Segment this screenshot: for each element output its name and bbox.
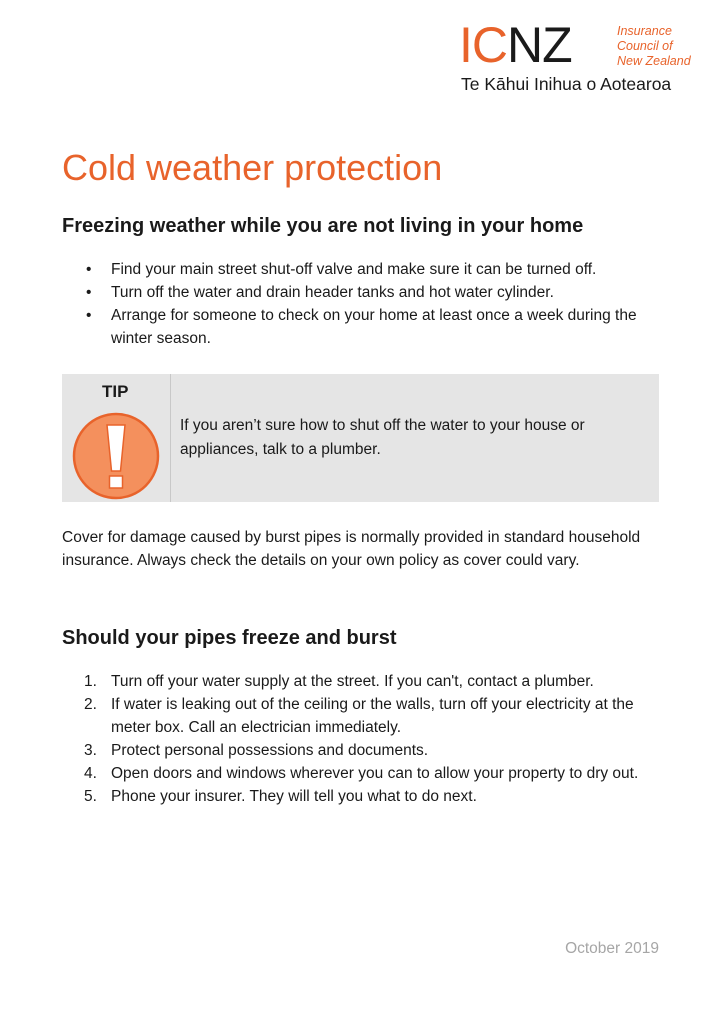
list-item xyxy=(86,762,666,785)
list-item xyxy=(86,670,666,693)
bullet-marker: • xyxy=(86,284,92,301)
step-text: Protect personal possessions and documents. xyxy=(111,742,429,759)
list-item xyxy=(86,739,666,762)
list-item-text: Arrange for someone to check on your home at least once a week during the winter season. xyxy=(111,307,637,347)
bullet-marker: • xyxy=(86,261,92,278)
page-title: Cold weather protection xyxy=(62,147,443,188)
tip-box xyxy=(62,374,659,502)
tip-text: If you aren’t sure how to shut off the water to your house or appliances, talk to a plumber. xyxy=(180,417,585,458)
step-number: 5. xyxy=(84,788,97,805)
logo-mark-ic: IC xyxy=(459,17,507,73)
list-item xyxy=(86,693,666,739)
footer-date: October 2019 xyxy=(565,940,659,957)
step-number: 4. xyxy=(84,765,97,782)
logo-name-line: New Zealand xyxy=(617,54,691,68)
list-item xyxy=(86,304,666,350)
step-text: If water is leaking out of the ceiling or the walls, turn off your electricity at the meter box. Call an electrician immediately. xyxy=(111,696,634,736)
logo-name-line: Insurance xyxy=(617,24,672,38)
step-text: Phone your insurer. They will tell you what to do next. xyxy=(111,788,477,805)
logo-name-line: Council of xyxy=(617,39,673,53)
step-text: Open doors and windows wherever you can to allow your property to dry out. xyxy=(111,765,639,782)
burst-steps-list xyxy=(86,670,666,808)
freezing-bullet-list xyxy=(86,258,666,350)
section-heading-freezing: Freezing weather while you are not living in your home xyxy=(62,215,584,237)
step-text: Turn off your water supply at the street. If you can't, contact a plumber. xyxy=(111,673,594,690)
list-item xyxy=(86,258,666,281)
step-number: 3. xyxy=(84,742,97,759)
logo-mark-nz: NZ xyxy=(507,17,572,73)
step-number: 2. xyxy=(84,696,97,713)
icnz-logo xyxy=(459,17,699,100)
tip-label: TIP xyxy=(102,382,129,401)
logo-maori-name: Te Kāhui Inihua o Aotearoa xyxy=(461,74,672,94)
step-number: 1. xyxy=(84,673,97,690)
logo-mark xyxy=(459,17,572,73)
list-item-text: Turn off the water and drain header tanks and hot water cylinder. xyxy=(111,284,554,301)
section-heading-burst-pipes: Should your pipes freeze and burst xyxy=(62,627,397,649)
tip-divider xyxy=(170,374,171,502)
logo-organisation-name xyxy=(617,24,691,69)
exclamation-circle-icon xyxy=(71,411,161,501)
list-item xyxy=(86,281,666,304)
list-item xyxy=(86,785,666,808)
list-item-text: Find your main street shut-off valve and make sure it can be turned off. xyxy=(111,261,597,278)
bullet-marker: • xyxy=(86,307,92,324)
cover-paragraph: Cover for damage caused by burst pipes is normally provided in standard household insurance. Always check the details on your own policy as cover could vary. xyxy=(62,529,641,569)
